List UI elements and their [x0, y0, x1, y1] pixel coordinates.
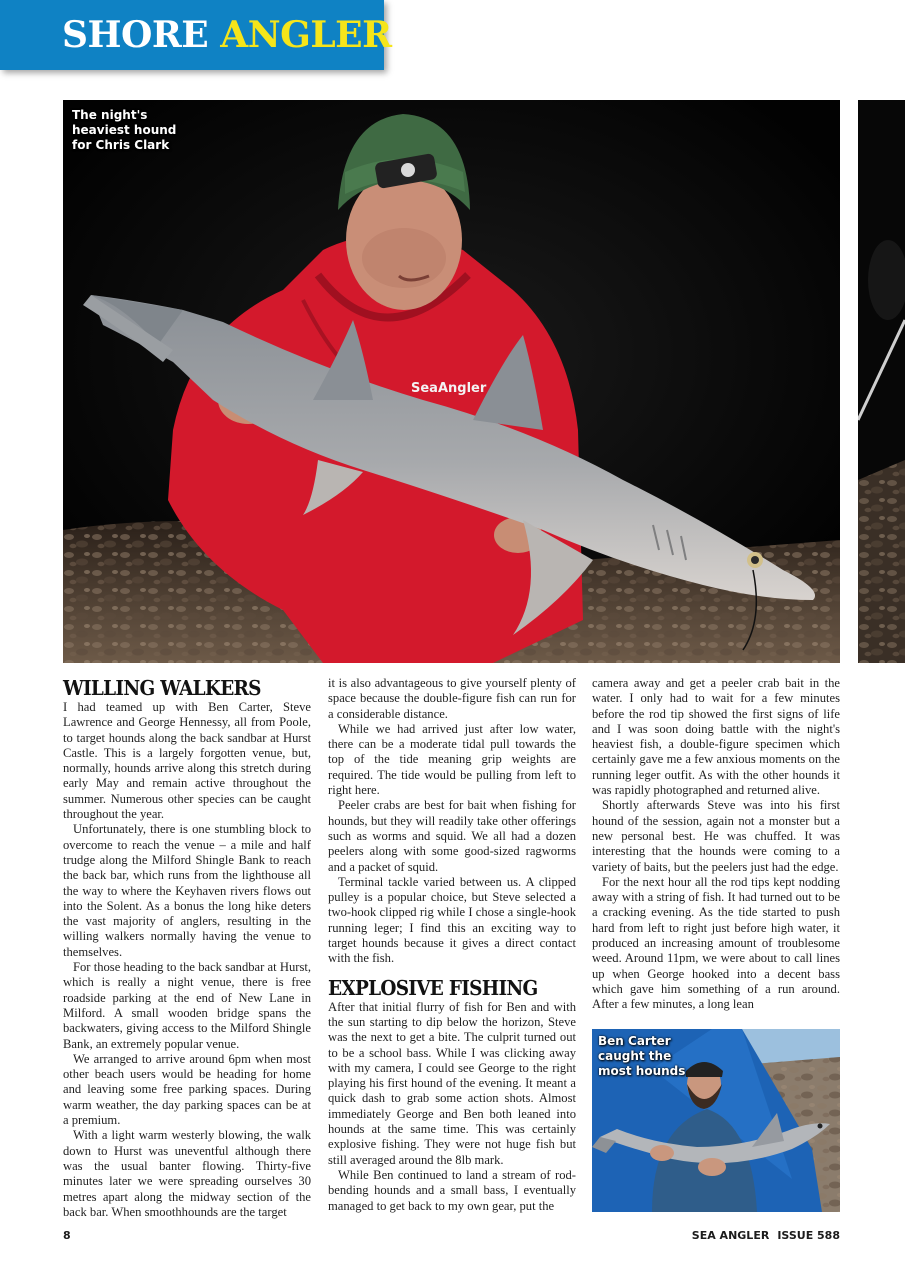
main-photo: [63, 100, 840, 663]
section-title-word2: ANGLER: [220, 14, 392, 56]
main-photo-caption: The night's heaviest hound for Chris Clark: [72, 108, 177, 152]
section-heading-explosive-fishing: EXPLOSIVE FISHING: [328, 975, 538, 1000]
issue-number: ISSUE 588: [777, 1229, 840, 1242]
paragraph: Shortly afterwards Steve was into his first hound of the session, again not a monster but a new personal best. He was chuffed. It was interesting that the hounds were coming to a variety of baits, but the peelers just had the edge.: [592, 798, 840, 874]
inset-photo: [592, 1029, 840, 1212]
page-number: 8: [63, 1229, 71, 1242]
section-heading-willing-walkers: WILLING WALKERS: [63, 676, 261, 700]
inset-photo-caption: Ben Carter caught the most hounds: [598, 1034, 686, 1078]
hoodie-logo: SeaAngler: [411, 381, 487, 396]
main-photo-illustration: [63, 100, 840, 663]
magazine-footer: [692, 1229, 840, 1242]
paragraph: While Ben continued to land a stream of rod-bending hounds and a small bass, I eventually managed to get back to my own gear, put the: [328, 1167, 576, 1213]
paragraph: While we had arrived just after low water, there can be a moderate tidal pull towards the top of the tide meaning grip weights are required. The tide would be pulling from left to right here.: [328, 721, 576, 798]
paragraph: Peeler crabs are best for bait when fishing for hounds, but they will readily take other offerings such as worms and squid. We all had a dozen peelers along with some good-sized ragworms and a packet of squid.: [328, 798, 576, 874]
paragraph: We arranged to arrive around 6pm when most other beach users would be heading for home and leaving some free parking spaces. During warm weather, the day parking spaces can be at a premium.: [63, 1051, 311, 1128]
paragraph: I had teamed up with Ben Carter, Steve Lawrence and George Hennessy, all from Poole, to target hounds along the back sandbar at Hurst Castle. This is a largely forgotten venue, but, normally, hounds arrive along this stretch during early May and remain active throughout the summer. Numerous other species can be caught throughout the year.: [63, 700, 311, 822]
section-banner: [0, 0, 392, 70]
side-photo-edge: [858, 100, 905, 663]
side-photo-illustration: [858, 100, 905, 663]
paragraph: Unfortunately, there is one stumbling block to overcome to reach the venue – a mile and half trudge along the Milford Shingle Bank to reach the back bar, which runs from the lighthouse all the way to where the Keyhaven rivers flows out into the Solent. As a bonus the long hike deters the vast majority of anglers, resulting in the willing walkers normally having the venue to themselves.: [63, 822, 311, 959]
paragraph: For those heading to the back sandbar at Hurst, which is really a night venue, there is free roadside parking at the end of New Lane in Milford. A small wooden bridge spans the backwaters, giving access to the Milford Shingle Bank, an extremely popular venue.: [63, 960, 311, 1051]
article-column-2: [328, 676, 576, 1214]
paragraph: camera away and get a peeler crab bait in the water. I only had to wait for a few minutes before the rod tip showed the first signs of life and I was soon doing battle with the night's heaviest fish, a double-figure specimen which certainly gave me a few anxious moments on the running leger outfit. As with the other hounds it was rapidly photographed and returned alive.: [592, 676, 840, 798]
paragraph: it is also advantageous to give yourself plenty of space because the double-figure fish can run for a considerable distance.: [328, 676, 576, 721]
paragraph: With a light warm westerly blowing, the walk down to Hurst was uneventful although there was the usual banter flowing. Thirty-five minutes later we were spreading ourselves 30 metres apart along the midway section of the back bar. When smoothhounds are the target: [63, 1128, 311, 1219]
paragraph: Terminal tackle varied between us. A clipped pulley is a popular choice, but Steve selected a two-hook clipped rig while I chose a single-hook running leger; I find this an exciting way to target hounds because it gives a direct contact with the fish.: [328, 874, 576, 966]
magazine-name: SEA ANGLER: [691, 1229, 770, 1242]
article-column-3: [592, 676, 840, 1013]
article-column-1: [63, 676, 311, 1220]
paragraph: After that initial flurry of fish for Ben and with the sun starting to dip below the horizon, Steve was the next to get a bite. The culprit turned out to be a school bass. While I was clicking away with my camera, I could see George to the right playing his first hound of the evening. It meant a quick dash to grab some action shots. Almost immediately George and Ben both leaned into hounds at the same time. This was certainly explosive fishing. They were not huge fish but still averaged around the 8lb mark.: [328, 999, 576, 1167]
section-title-word1: SHORE: [62, 14, 209, 56]
section-title: [62, 12, 392, 58]
paragraph: For the next hour all the rod tips kept nodding away with a string of fish. It had turned out to be a cracking evening. As the tide started to push hard from left to right just before high water, it produced an increasing amount of troublesome weed. Around 11pm, we were about to call lines up when George hooked into a decent bass which gave him something of a run around. After a few minutes, a long lean: [592, 874, 840, 1012]
